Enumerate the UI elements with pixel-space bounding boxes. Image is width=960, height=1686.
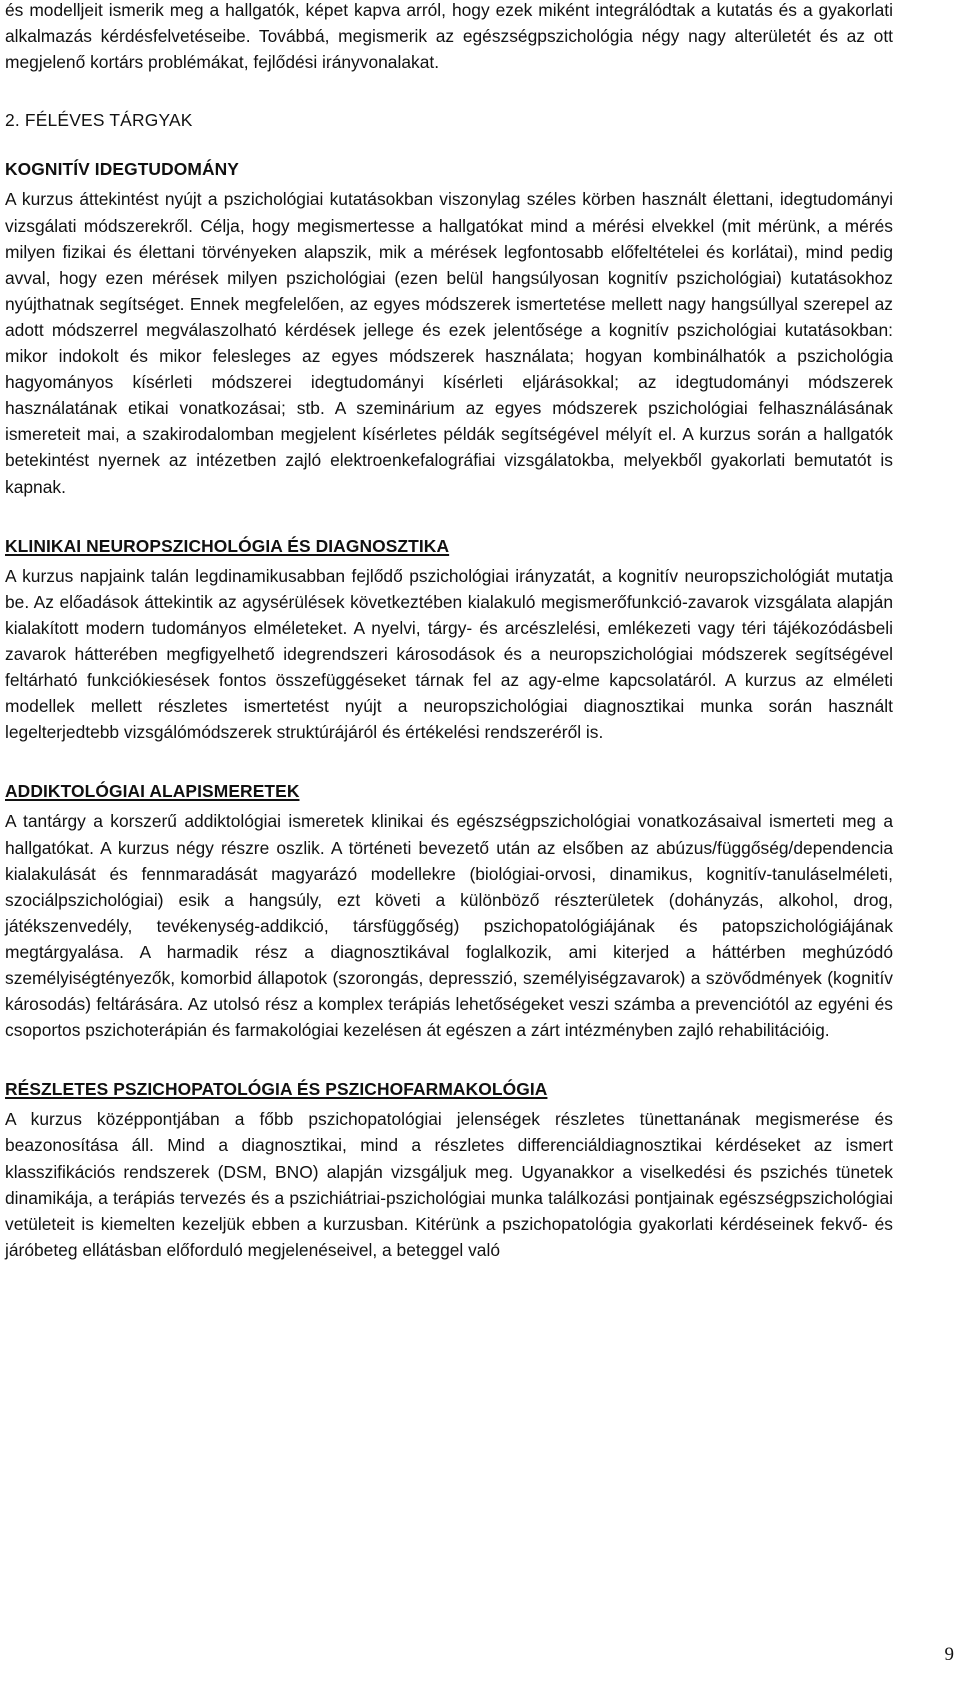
course-text-addiktologia: A tantárgy a korszerű addiktológiai ismeretek klinikai és egészségpszichológiai vonatkozásaival ismerteti meg a hallgatókat. A kurzus négy részre oszlik. A történeti bevezető után az elsőben az abúzus/függőség/dependencia kialakulását és fennmaradását magyarázó modellekre (biológiai-orvosi, dinamikus, kognitív-tanuláselméleti, szociálpszichológiai) esik a hangsúly, ezt követi a különböző részterületek (dohányzás, alkohol, drog, játékszenvedély, tevékenység-addikció, társfüggőség) pszichopatológiájának és patopszichológiájának megtárgyalása. A harmadik rész a diagnosztikával foglalkozik, ami kiterjed a háttérben meghúzódó személyiségtényezők, komorbid állapotok (szorongás, depresszió, személyiségzavarok) a szövődmények (kognitív károsodás) feltárására. Az utolsó rész a komplex terápiás lehetőségeket veszi számba a prevenciótól az egyéni és csoportos pszichoterápián és farmakológiai kezelésen át egészen a zárt intézményben zajló rehabilitációig. xyxy=(5,811,893,1041)
course-text-pszichopatologia: A kurzus középpontjában a főbb pszichopatológiai jelenségek részletes tünettanának megismerése és beazonosítása áll. Mind a diagnosztikai, mind a részletes differenciáldiagnosztikai kérdéseket az ismert klasszifikációs rendszerek (DSM, BNO) alapján vizsgáljuk meg. Ugyanakkor a viselkedési és pszichés tünetek dinamikája, a terápiás tervezés és a pszichiátriai-pszichológiai munka találkozási pontjainak egészségpszichológiai vetületeit is kiemelten kezeljük ebben a kurzusban. Kitérünk a pszichopatológia gyakorlati kérdéseinek fekvő- és járóbeteg ellátásban előforduló megjelenéseivel, a beteggel való xyxy=(5,1109,893,1260)
intro-paragraph: és modelljeit ismerik meg a hallgatók, képet kapva arról, hogy ezek miként integrálódtak a kutatás és a gyakorlati alkalmazás kérdésfelvetéseibe. Továbbá, megismerik az egészségpszichológia négy nagy alterületét és az ott megjelenő kortárs problémákat, fejlődési irányvonalakat. xyxy=(5,0,893,73)
course-text-kognitiv: A kurzus áttekintést nyújt a pszichológiai kutatásokban viszonylag széles körben használt élettani, idegtudományi vizsgálati módszerekről. Célja, hogy megismertesse a hallgatókat mind a mérési elvekkel (mit mérünk, a mérés milyen fizikai és élettani törvényeken alapszik, mik a mérések legfontosabb előfeltételei és korlátai), mind pedig avval, hogy ezen mérések milyen pszichológiai (ezen belül hangsúlyosan kognitív pszichológiai) kutatásokhoz nyújthatnak segítséget. Ennek megfelelően, az egyes módszerek ismertetése mellett nagy hangsúllyal szerepel az adott módszerrel megválaszolható kérdések jellege és ezek jelentősége a kognitív pszichológiai kutatásokban: mikor indokolt és mikor felesleges az egyes módszerek használata; hogyan kombinálhatók a pszichológia hagyományos kísérleti módszerei idegtudományi kísérleti eljárásokkal; az idegtudományi módszerek használatának etikai vonatkozásai; stb. A szeminárium az egyes módszerek pszichológiai felhasználásának ismereteit mai, a szakirodalomban megjelent kísérletes példák segítségével mélyít el. A kurzus során a hallgatók betekintést nyernek az intézetben zajló elektroenkefalográfiai vizsgálatokba, melyekből gyakorlati bemutatót is kapnak. xyxy=(5,189,893,497)
course-title-pszichopatologia: RÉSZLETES PSZICHOPATOLÓGIA ÉS PSZICHOFARMAKOLÓGIA xyxy=(5,1079,548,1100)
course-title-klinikai: KLINIKAI NEUROPSZICHOLÓGIA ÉS DIAGNOSZTIKA xyxy=(5,535,450,556)
document-page xyxy=(5,0,893,1263)
page-number: 9 xyxy=(944,1644,954,1665)
course-title-addiktologia: ADDIKTOLÓGIAI ALAPISMERETEK xyxy=(5,781,300,802)
course-title-kognitiv: KOGNITÍV IDEGTUDOMÁNY xyxy=(5,159,239,180)
section-heading: 2. FÉLÉVES TÁRGYAK xyxy=(5,110,193,131)
course-text-klinikai: A kurzus napjaink talán legdinamikusabban fejlődő pszichológiai irányzatát, a kognitív neuropszichológiát mutatja be. Az előadások áttekintik az agysérülések következtében kialakuló megismerőfunkció-zavarok vizsgálata alapján kialakított modern tudományos elméleteket. A nyelvi, tárgy- és arcészlelési, emlékezeti vagy téri tájékozódásbeli zavarok hátterében megfigyelhető idegrendszeri károsodások és a neuropszichológiai módszerek segítségével feltárható funkciókiesések fontos összefüggéseket tárnak fel az agy-elme kapcsolatáról. A kurzus az elméleti modellek mellett részletes ismertetést nyújt a neuropszichológiai diagnosztikai munka során használt legelterjedtebb vizsgálómódszerek struktúrájáról és értékelési rendszeréről is. xyxy=(5,565,893,743)
